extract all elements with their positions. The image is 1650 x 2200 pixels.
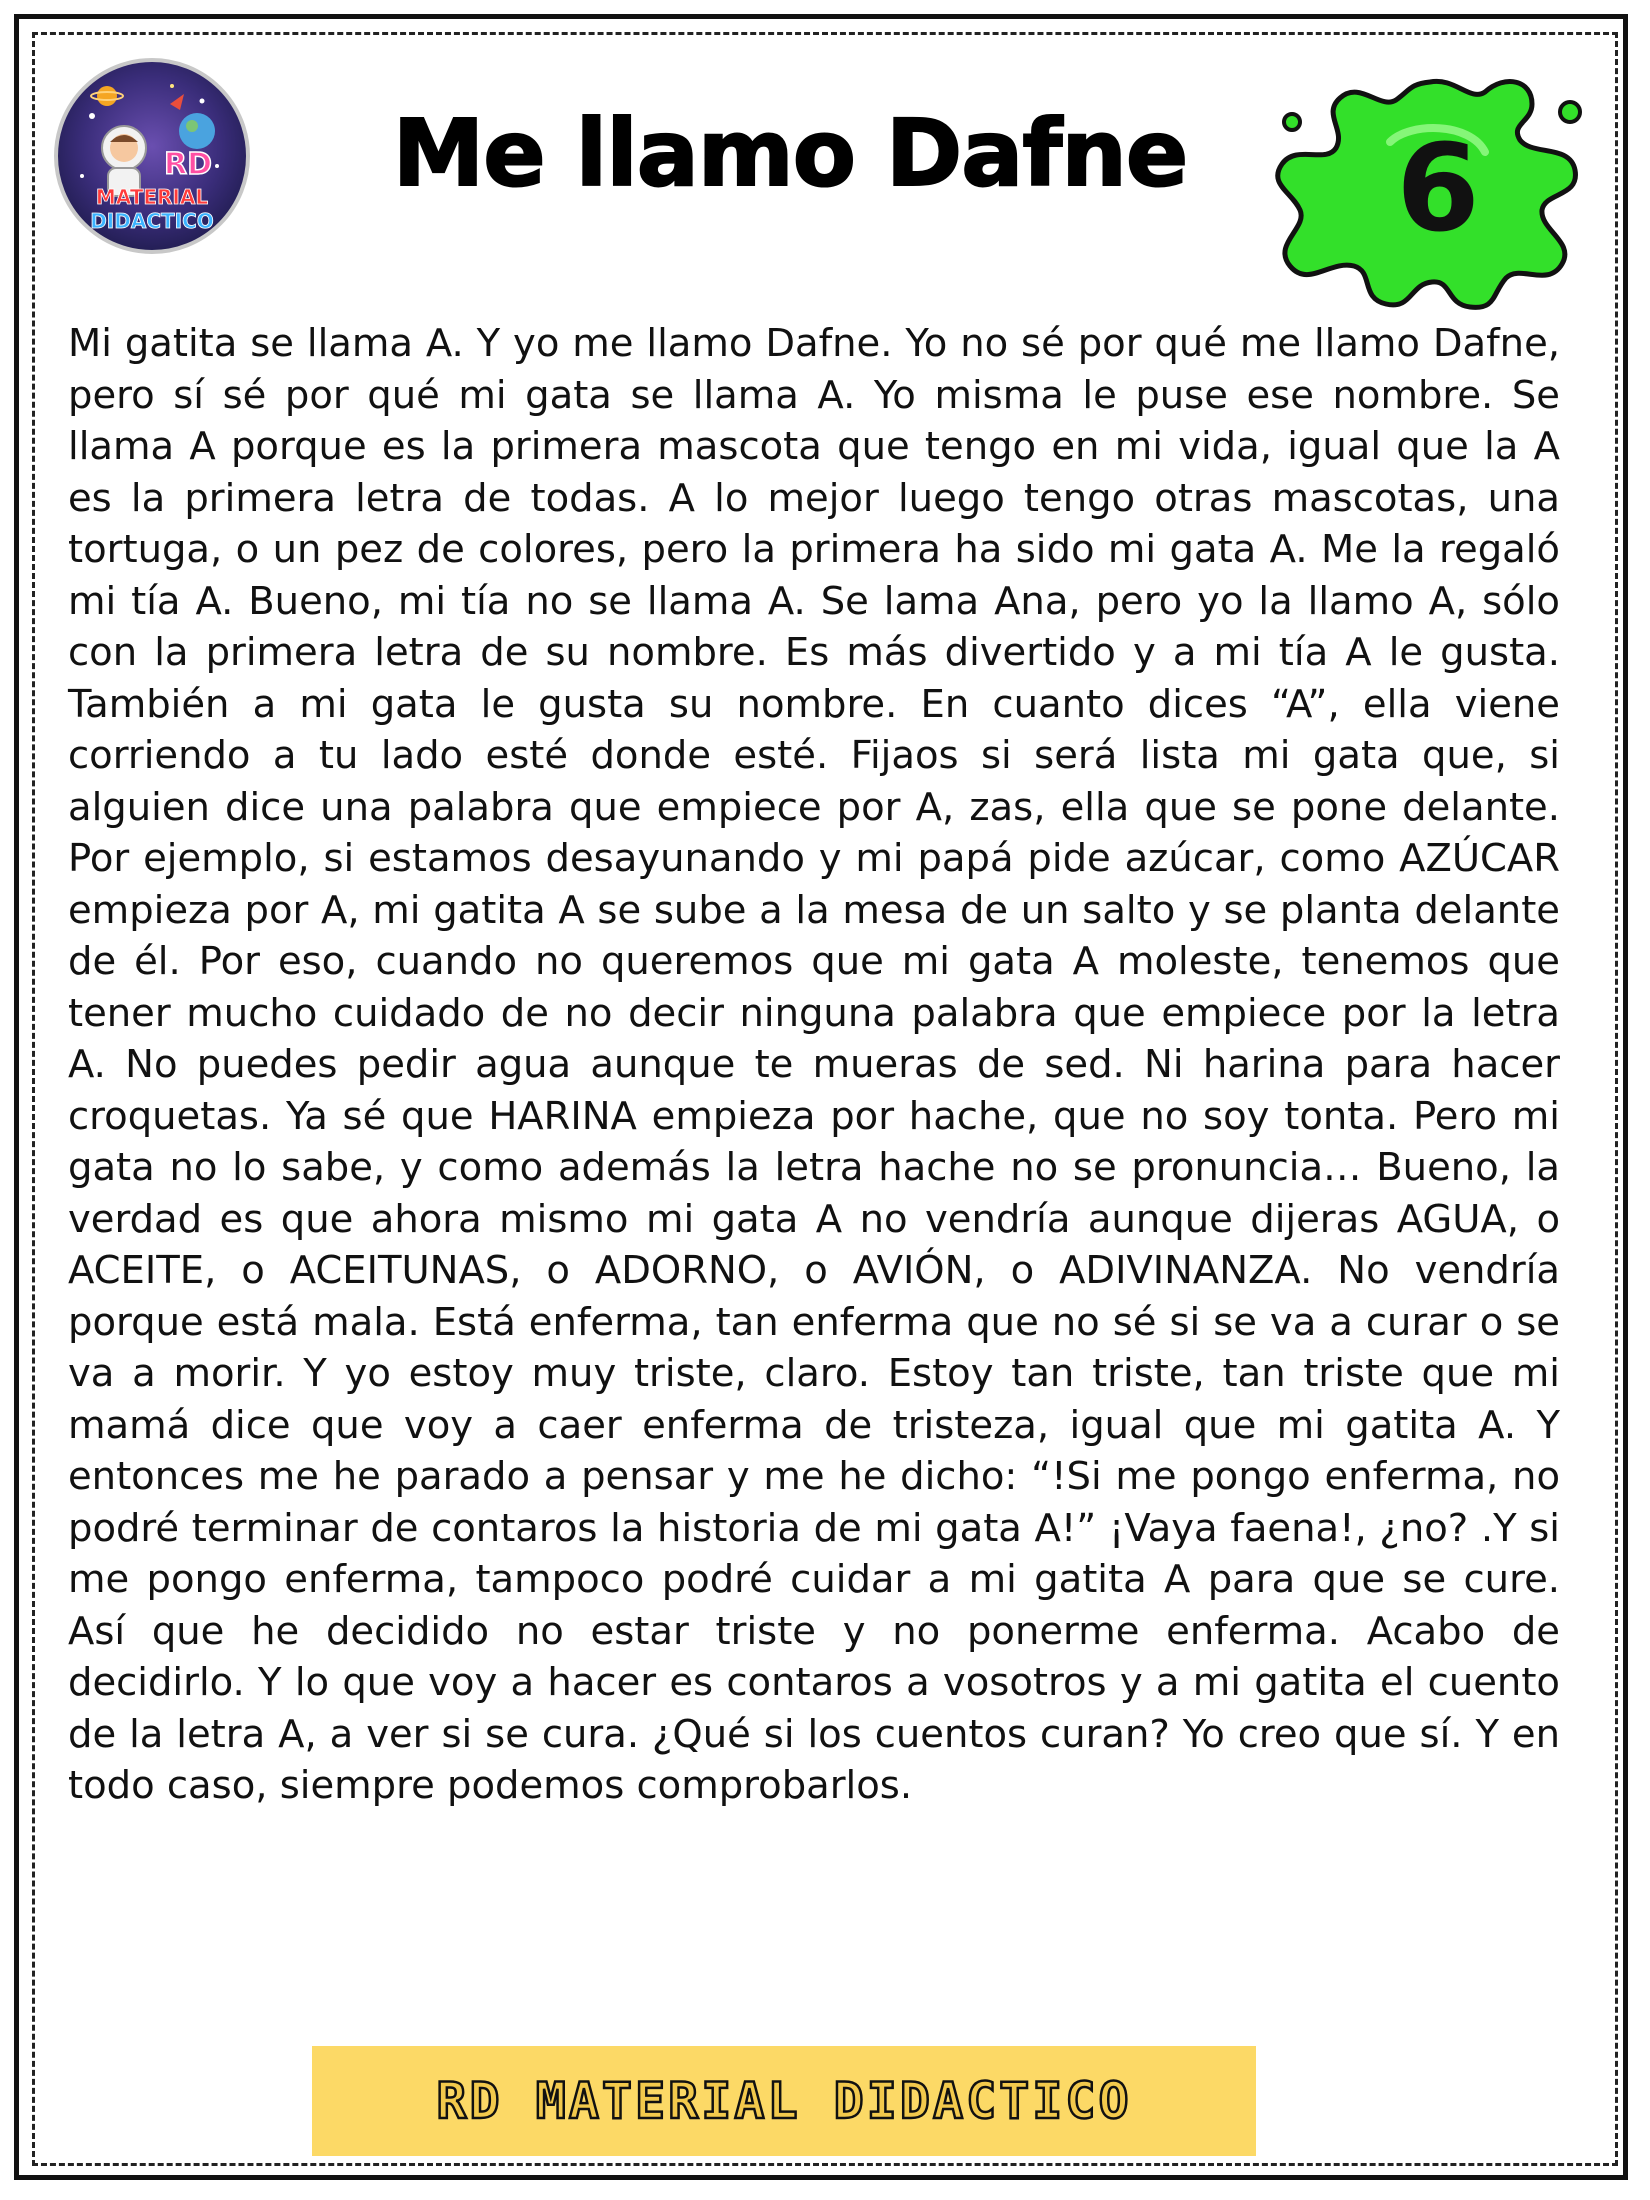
page-title: Me llamo Dafne: [392, 100, 1188, 207]
story-paragraph: Mi gatita se llama A. Y yo me llamo Dafne. Yo no sé por qué me llamo Dafne, pero sí sé por qué mi gata se llama A. Yo misma le puse ese nombre. Se llama A porque es la primera mascota que tengo en mi vida, igual que la A es la primera letra de todas. A lo mejor luego tengo otras mascotas, una tortuga, o un pez de colores, pero la primera ha sido mi gata A. Me la regaló mi tía A. Bueno, mi tía no se llama A. Se lama Ana, pero yo la llamo A, sólo con la primera letra de su nombre. Es más divertido y a mi tía A le gusta. También a mi gata le gusta su nombre. En cuanto dices “A”, ella viene corriendo a tu lado esté donde esté. Fijaos si será lista mi gata que, si alguien dice una palabra que empiece por A, zas, ella que se pone delante. Por ejemplo, si estamos desayunando y mi papá pide azúcar, como AZÚCAR empieza por A, mi gatita A se sube a la mesa de un salto y se planta delante de él. Por eso, cuando no queremos que mi gata A moleste, tenemos que tener mucho cuidado de no decir ninguna palabra que empiece por la letra A. No puedes pedir agua aunque te mueras de sed. Ni harina para hacer croquetas. Ya sé que HARINA empieza por hache, que no soy tonta. Pero mi gata no lo sabe, y como además la letra hache no se pronuncia… Bueno, la verdad es que ahora mismo mi gata A no vendría aunque dijeras AGUA, o ACEITE, o ACEITUNAS, o ADORNO, o AVIÓN, o ADIVINANZA. No vendría porque está mala. Está enferma, tan enferma que no sé si se va a curar o se va a morir. Y yo estoy muy triste, claro. Estoy tan triste, tan triste que mi mamá dice que voy a caer enferma de tristeza, igual que mi gatita A. Y entonces me he parado a pensar y me he dicho: “!Si me pongo enferma, no podré terminar de contaros la historia de mi gata A!” ¡Vaya faena!, ¿no? .Y si me pongo enferma, tampoco podré cuidar a mi gatita A para que se cure. Así que he decidido no estar triste y no ponerme enferma. Acabo de decidirlo. Y lo que voy a hacer es contaros a vosotros y a mi gatita el cuento de la letra A, a ver si se cura. ¿Qué si los cuentos curan? Yo creo que sí. Y en todo caso, siempre podemos comprobarlos.: [68, 321, 1560, 1808]
svg-text:MATERIAL: MATERIAL: [95, 185, 209, 209]
footer-banner: [312, 2046, 1256, 2156]
svg-text:RD: RD: [164, 147, 213, 182]
svg-text:6: 6: [1396, 120, 1480, 259]
green-splat-badge-icon: [1270, 52, 1590, 312]
space-astronaut-logo-icon: [52, 56, 252, 256]
footer-label: RD MATERIAL DIDACTICO: [436, 2072, 1132, 2130]
svg-text:DIDACTICO: DIDACTICO: [90, 209, 214, 233]
